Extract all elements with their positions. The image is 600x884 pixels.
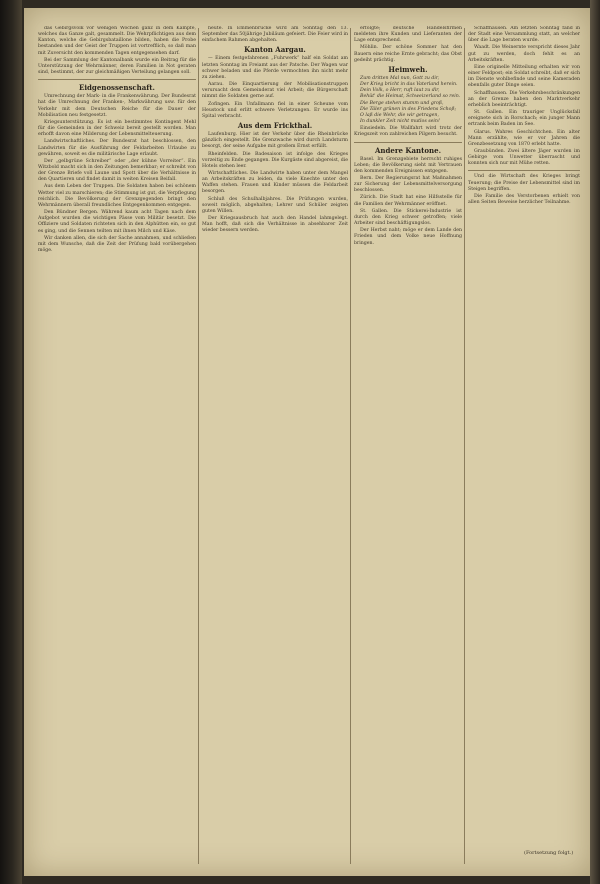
poem-title: Heimweh. <box>388 64 428 74</box>
newspaper-page <box>24 8 590 876</box>
paragraph: Der „gelbgrüne Schreiber“ oder „der kühne Vorreiter“. Ein Witzbold macht sich in den Zeitungen bemerkbar; er schreibt von der Grenze Briefe voll Laune und Spott über die Verhältnisse in den Quartieren und findet damit in weiten Kreisen Beifall. <box>38 158 196 183</box>
paragraph: Möhlin. Der schöne Sommer hat den Bauern eine reiche Ernte gebracht; das Obst gedeiht prächtig. <box>354 45 462 63</box>
paragraph: St. Gallen. Ein trauriger Unglücksfall ereignete sich in Rorschach; ein junger Mann ertrank beim Baden im See. <box>468 110 580 128</box>
section-heading: Eidgenossenschaft. <box>79 83 155 93</box>
column-rule <box>198 28 199 864</box>
paragraph: Zürich. Die Stadt hat eine Hilfsstelle für die Familien der Wehrmänner eröffnet. <box>354 195 462 207</box>
paragraph: erfolgte; deutsche Handelsfirmen meldeten ihre Kunden und Lieferanten der Lage entsprechend. <box>354 26 462 44</box>
divider <box>468 170 580 171</box>
paragraph: Umrechnung der Mark- in die Frankenwährung. Der Bundesrat hat die Umrechnung der Franken-, Markwährung usw. für den Verkehr mit dem Deutschen Reiche für die Dauer der Mobilisation neu festgesetzt. <box>38 94 196 118</box>
column-1 <box>38 26 196 866</box>
paragraph: Einsiedeln. Die Wallfahrt wird trotz der Kriegszeit von zahlreichen Pilgern besucht. <box>354 126 462 138</box>
paragraph: Eine originelle Mitteilung erhalten wir von einer Feldpost; ein Soldat schreibt, daß er sich im Dienste wohlbefinde und seine Kameraden ebenfalls guter Dinge seien. <box>468 64 580 89</box>
paragraph: Bern. Der Regierungsrat hat Maßnahmen zur Sicherung der Lebensmittelversorgung beschlossen. <box>354 175 462 194</box>
paragraph: Wirtschaftliches. Die Landwirte haben unter dem Mangel an Arbeitskräften zu leiden, da viele Knechte unter den Waffen stehen. Frauen und Kinder müssen die Feldarbeit besorgen. <box>202 170 348 195</box>
column-2 <box>202 26 348 866</box>
paragraph: Aus dem Leben der Truppen. Die Soldaten haben bei schönem Wetter viel zu marschieren; die Stimmung ist gut, die Verpflegung reichlich. Die Bevölkerung der Grenzgegenden bringt den Wehrmännern überall freundliches Entgegenkommen entgegen. <box>38 184 196 208</box>
paragraph: Wir danken allen, die sich der Sache annahmen, und schließen mit dem Wunsche, daß die Zeit der Prüfung bald vorübergehen möge. <box>38 235 196 253</box>
column-3 <box>354 26 462 866</box>
paragraph: Der Herbst naht; möge er dem Lande den Frieden und dem Volke neue Hoffnung bringen. <box>354 228 462 246</box>
paragraph: das Gebirgsvolk vor wenigen Wochen ganz in dem Kampfe, welches das Ganze galt, gesammelt. Die Wehrpflichtigen aus dem Kanton, welche die Gebirgsbataillone bilden, haben die Probe bestanden und der Geist der Truppen ist vortrefflich, so daß man mit Zuversicht den kommenden Tagen entgegensehen darf. <box>38 26 196 56</box>
paragraph: Rheinfelden. Die Badesaison ist infolge des Krieges vorzeitig zu Ende gegangen. Die Kurgäste sind abgereist, die Hotels stehen leer. <box>202 151 348 169</box>
paragraph: Die Familie des Verstorbenen erhielt von allen Seiten Beweise herzlicher Teilnahme. <box>468 193 580 206</box>
book-binding <box>0 0 22 884</box>
poem: Zum dritten Mal nun, Gott zu dir, Der Krieg bricht in das Vaterland herein. Dein Volk, o Herr, ruft laut zu dir, Behüt' die Heimat, Schweizerland so rein. Die Berge stehen stumm und groß, Die Täler grünen in des Friedens Schoß; O laß die Wehr, die wir getragen, In dunkler Zeit nicht mutlos sein! <box>360 75 461 125</box>
paragraph: Der Kriegsausbruch hat auch den Handel lahmgelegt. Man hofft, daß sich die Verhältnisse in absehbarer Zeit wieder bessern werden. <box>202 216 348 234</box>
paragraph: St. Gallen. Die Stickerei-Industrie ist durch den Krieg schwer getroffen; viele Arbeiter sind beschäftigungslos. <box>354 208 462 227</box>
paragraph: Aarau. Die Einquartierung der Mobilisationstruppen verursacht dem Gemeinderat viel Arbeit; die Bürgerschaft nimmt die Soldaten gerne auf. <box>202 82 348 100</box>
paragraph: Glarus. Wahres Geschichtchen. Ein alter Mann erzählte, wie er vor Jahren die Grenzbesetzung von 1870 erlebt hatte. <box>468 129 580 147</box>
column-4 <box>468 26 580 866</box>
paragraph: Bei der Sammlung der Kantonalbank wurde ein Beitrag für die Unterstützung der Wehrmänner, deren Familien in Not geraten sind, bestimmt, der zur gleichmäßigen Verteilung gelangen soll. <box>38 57 196 76</box>
column-rule <box>464 28 465 864</box>
paragraph: Landwirtschaftliches. Der Bundesrat hat beschlossen, den Landwirten für die Ausführung der Feldarbeiten Urlaube zu gewähren, soweit es die militärische Lage erlaubt. <box>38 139 196 157</box>
paragraph: Schaffhausen. Die Verkehrsbeschränkungen an der Grenze haben den Marktverkehr erheblich beeinträchtigt. <box>468 90 580 108</box>
column-rule <box>350 28 351 864</box>
section-heading: Aus dem Frickthal. <box>237 121 313 131</box>
scan-edge <box>590 0 600 884</box>
divider <box>38 79 196 80</box>
section-heading: Kanton Aargau. <box>244 45 306 55</box>
paragraph: Zofingen. Ein Unfallmann fiel in einer Scheune vom Heustock und erlitt schwere Verletzungen. Er wurde ins Spital verbracht. <box>202 101 348 119</box>
paragraph: Und die Wirtschaft des Krieges bringt Teuerung; die Preise der Lebensmittel sind im Steigen begriffen. <box>468 174 580 192</box>
paragraph: — Einem festgefahrenen „Fuhrwerk“ half ein Soldat am letzten Sonntag im Freiamt aus der Patsche. Der Wagen war schwer beladen und die Pferde vermochten ihn nicht mehr zu ziehen. <box>202 56 348 80</box>
paragraph: Laufenburg. Hier ist der Verkehr über die Rheinbrücke gänzlich eingestellt. Die Grenzwache wird durch Landsturm besorgt, der seine Aufgabe mit großem Ernst erfüllt. <box>202 132 348 150</box>
paragraph: Waadt. Die Weinernte verspricht dieses Jahr gut zu werden, doch fehlt es an Arbeitskräften. <box>468 45 580 63</box>
paragraph: Schluß des Schulhalbjahres. Die Prüfungen wurden, soweit möglich, abgehalten; Lehrer und Schüler zeigten guten Willen. <box>202 196 348 214</box>
paragraph: Graubünden. Zwei ältere Jäger wurden im Gebirge vom Unwetter überrascht und konnten sich nur mit Mühe retten. <box>468 148 580 167</box>
paragraph: heute. In Emmenbrücke wird am Sonntag den 13. September das 50jährige Jubiläum gefeiert. Die Feier wird in einfachem Rahmen abgehalten. <box>202 26 348 44</box>
section-heading: Andere Kantone. <box>374 145 442 155</box>
divider <box>354 142 462 143</box>
paragraph: Den Bündner Bergen. Während kaum acht Tagen nach dem Aufgebot wurden die wichtigen Pässe vom Militär besetzt. Die Offiziere und Soldaten richteten sich in den Alphütten ein, so gut es ging, und die Sennen teilten mit ihnen Milch und Käse. <box>38 210 196 234</box>
paragraph: Schaffhausen. Am letzten Sonntag fand in der Stadt eine Versammlung statt, an welcher über die Lage beraten wurde. <box>468 26 580 44</box>
paragraph: Kriegsunterstützung. Es ist ein bestimmtes Kontingent Mehl für die Gemeinden in der Schweiz bereit gestellt worden. Man erhofft davon eine Milderung der Lebensmittelteuerung. <box>38 119 196 138</box>
paragraph: Basel. Im Grenzgebiete herrscht ruhiges Leben; die Bevölkerung sieht mit Vertrauen den kommenden Ereignissen entgegen. <box>354 156 462 174</box>
continuation-note: (Fortsetzung folgt.) <box>524 850 574 856</box>
